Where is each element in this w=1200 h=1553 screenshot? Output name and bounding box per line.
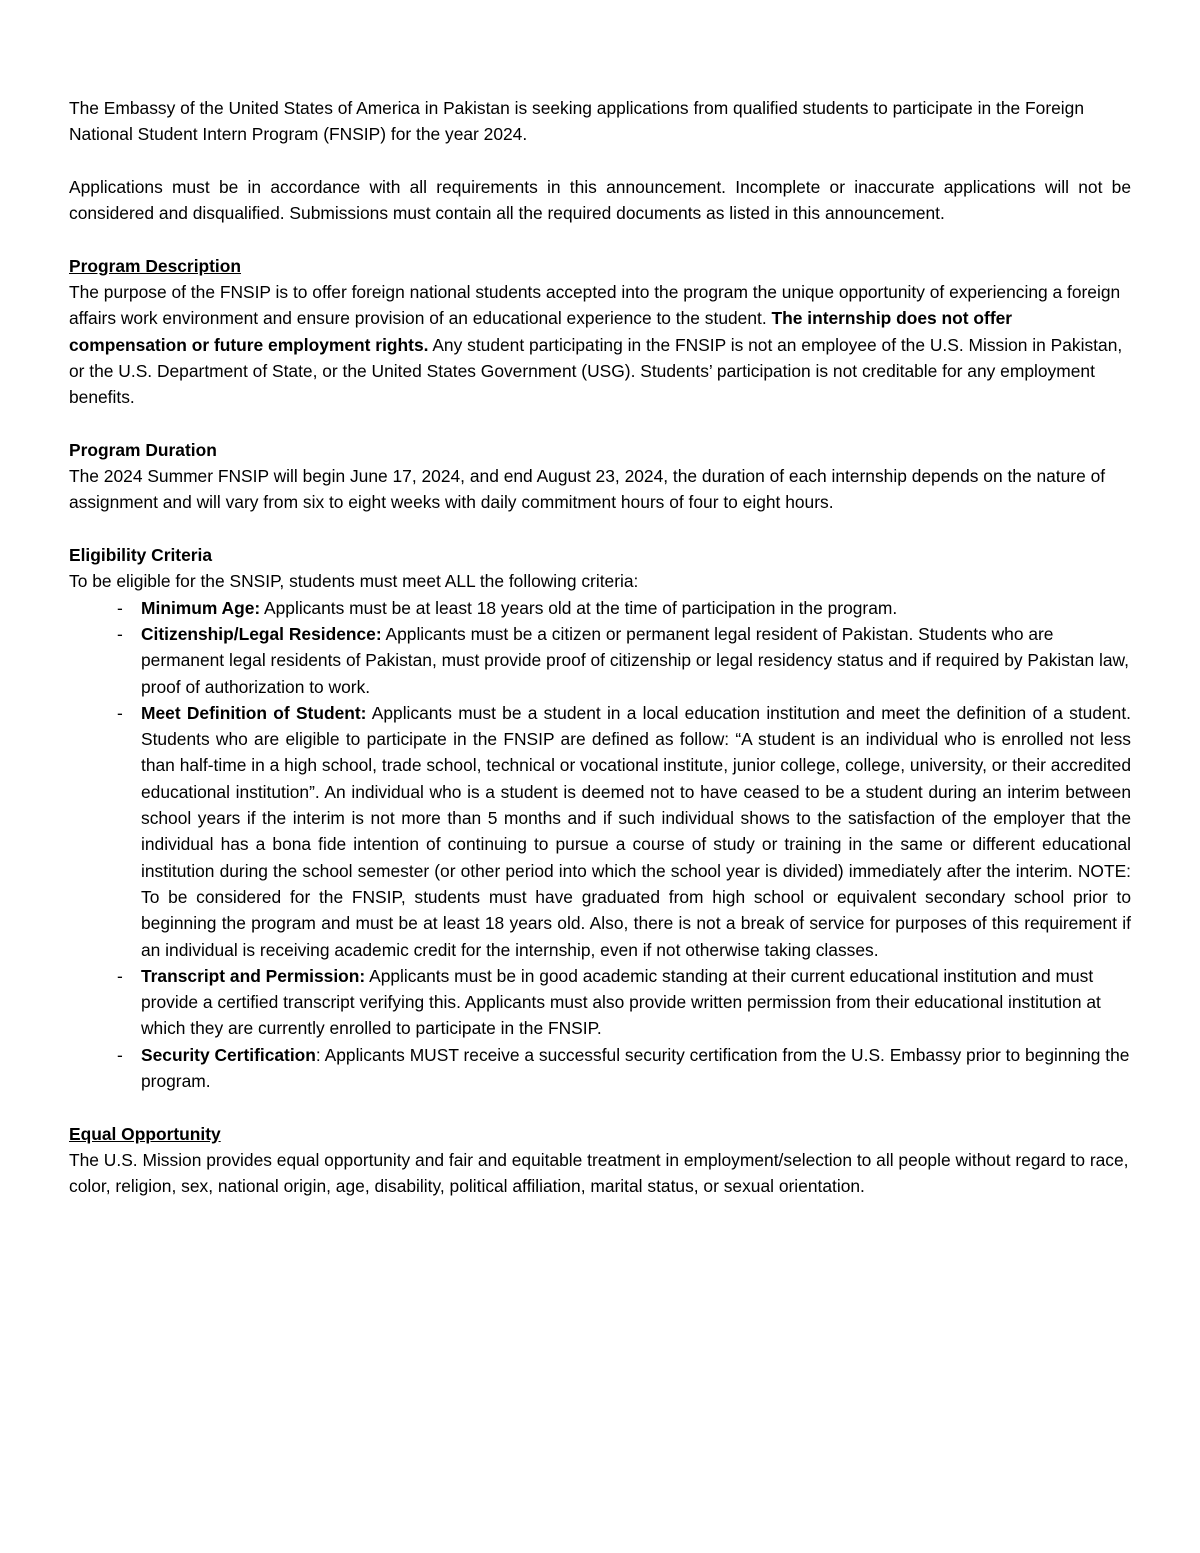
list-dash: - — [117, 597, 123, 618]
list-dash: - — [117, 702, 123, 723]
criterion-body — [141, 700, 1131, 963]
program-duration-text: The 2024 Summer FNSIP will begin June 17, 2024, and end August 23, 2024, the duration of each internship depends on the nature of assignment and will vary from six to eight weeks with daily commitment hours of four to eight hours. — [69, 466, 1106, 513]
program-description-heading: Program Description — [69, 255, 242, 276]
list-dash: - — [117, 623, 123, 644]
criterion-text: : Applicants MUST receive a successful security certification from the U.S. Embassy prior to beginning the program. — [141, 1044, 1130, 1091]
spacer — [69, 226, 1131, 252]
criterion-body — [141, 1045, 1129, 1091]
criterion-body — [141, 624, 1129, 697]
criterion-label: Meet Definition of Student: — [141, 702, 367, 723]
program-description-text-b: Any student participating in the FNSIP is not an employee of the U.S. Mission in Pakistan, or the U.S. Department of State, or the United States Government (USG). Students’ participation is not creditable for any employment benefits. — [69, 334, 1123, 408]
criterion-minimum-age — [69, 595, 1131, 621]
intro-paragraph-1: The Embassy of the United States of America in Pakistan is seeking applications from qualified students to participate in the Foreign National Student Intern Program (FNSIP) for the year 2024. — [69, 98, 1084, 145]
program-description-text-a: The purpose of the FNSIP is to offer foreign national students accepted into the program the unique opportunity of experiencing a foreign affairs work environment and ensure provision of an educational experience to the student. — [69, 282, 1121, 329]
criterion-body — [141, 966, 1101, 1039]
spacer — [69, 148, 1131, 174]
eligibility-criteria-list — [69, 595, 1131, 1095]
criterion-security — [69, 1042, 1131, 1095]
eligibility-heading: Eligibility Criteria — [69, 545, 213, 566]
criterion-text: Applicants must be a citizen or permanent legal resident of Pakistan. Students who are permanent legal residents of Pakistan, must provide proof of citizenship or legal residency status and if required by Pakistan law, proof of authorization to work. — [141, 623, 1129, 697]
eligibility-intro: To be eligible for the SNSIP, students must meet ALL the following criteria: — [69, 571, 639, 592]
criterion-body — [141, 598, 897, 618]
criterion-transcript — [69, 963, 1131, 1042]
spacer — [69, 411, 1131, 437]
intro-paragraph-2: Applications must be in accordance with all requirements in this announcement. Incomplete or inaccurate applications will not be considered and disqualified. Submissions must contain all the required documents as listed in this announcement. — [69, 176, 1131, 224]
equal-opportunity-heading: Equal Opportunity — [69, 1123, 221, 1144]
criterion-label: Transcript and Permission: — [141, 965, 366, 986]
list-dash: - — [117, 965, 123, 986]
criterion-text: Applicants must be at least 18 years old at the time of participation in the program. — [260, 597, 898, 618]
criterion-text: Applicants must be a student in a local education institution and meet the definition of a student. Students who are eligible to participate in the FNSIP are defined as follow: “A student is an individual who is enrolled not less than half-time in a high school, trade school, technical or vocational institute, junior college, college, university, or their accredited educational institution”. An individual who is a student is deemed not to have ceased to be a student during an interim between school years if the interim is not more than 5 months and if such individual shows to the satisfaction of the employer that the individual has a bona fide intention of continuing to pursue a course of study or training in the same or different educational institution during the school semester (or other period into which the school year is divided) immediately after the interim. NOTE: To be considered for the FNSIP, students must have graduated from high school or equivalent secondary school prior to beginning the program and must be at least 18 years old. Also, there is not a break of service for purposes of this requirement if an individual is receiving academic credit for the internship, even if not otherwise taking classes. — [141, 702, 1131, 960]
program-duration-heading: Program Duration — [69, 439, 217, 460]
criterion-citizenship — [69, 621, 1131, 700]
list-dash: - — [117, 1044, 123, 1065]
equal-opportunity-text: The U.S. Mission provides equal opportunity and fair and equitable treatment in employment/selection to all people without regard to race, color, religion, sex, national origin, age, disability, political affiliation, marital status, or sexual orientation. — [69, 1149, 1129, 1197]
spacer — [69, 516, 1131, 542]
criterion-student-definition — [69, 700, 1131, 963]
criterion-text: Applicants must be in good academic standing at their current educational institution and must provide a certified transcript verifying this. Applicants must also provide written permission from their educational institution at which they are currently enrolled to participate in the FNSIP. — [141, 965, 1101, 1039]
criterion-label: Security Certification — [141, 1044, 316, 1065]
criterion-label: Minimum Age: — [141, 597, 261, 618]
criterion-label: Citizenship/Legal Residence: — [141, 623, 382, 644]
document-page — [69, 95, 1131, 1199]
spacer — [69, 1094, 1131, 1120]
program-description-text — [69, 279, 1131, 410]
program-description-bold-statement: The internship does not offer compensation or future employment rights. — [69, 308, 1013, 355]
